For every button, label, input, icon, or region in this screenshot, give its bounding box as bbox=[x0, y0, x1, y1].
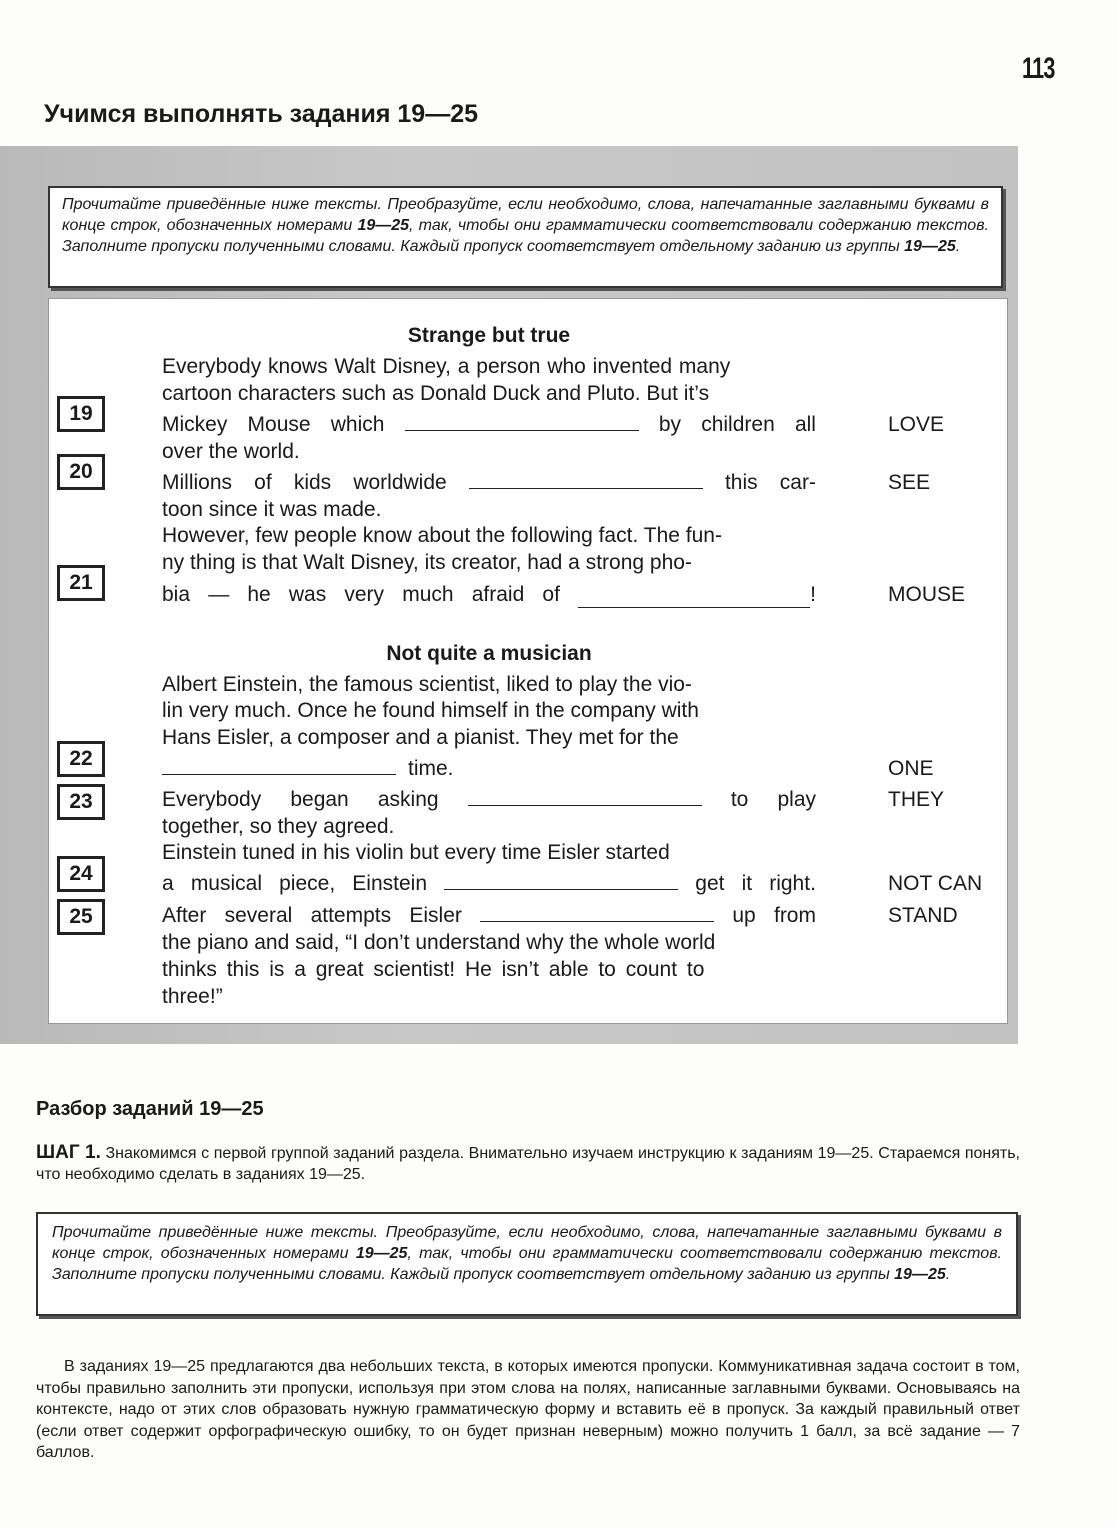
instruction-box-bottom bbox=[36, 1212, 1018, 1316]
keyword-19: LOVE bbox=[888, 413, 945, 436]
text-line: cartoon characters such as Donald Duck and Pluto. But it’s bbox=[162, 382, 710, 405]
text-line: Einstein tuned in his violin but every time Eisler started bbox=[162, 841, 670, 864]
word: by bbox=[658, 413, 682, 436]
text-line-task-24 bbox=[162, 871, 816, 897]
word: worldwide bbox=[353, 471, 447, 494]
text-line-task-25 bbox=[162, 903, 816, 929]
instruction-part-3: . bbox=[945, 1266, 951, 1283]
text-line-task-22 bbox=[162, 756, 816, 782]
word: several bbox=[224, 904, 293, 927]
keyword-20: SEE bbox=[888, 471, 931, 494]
word: a bbox=[162, 872, 174, 895]
keyword-24: NOT CAN bbox=[888, 872, 983, 895]
word: kids bbox=[293, 471, 332, 494]
text-line: However, few people know about the following fact. The fun- bbox=[162, 524, 722, 547]
task-number-22: 22 bbox=[57, 741, 105, 777]
step-label: ШАГ 1. bbox=[36, 1142, 101, 1163]
word: time. bbox=[408, 757, 454, 780]
text-line-task-23 bbox=[162, 787, 816, 813]
word: it bbox=[741, 872, 753, 895]
text-line: thinks this is a great scientist! He isn’t able to count to bbox=[162, 958, 705, 981]
text-line: Albert Einstein, the famous scientist, liked to play the vio- bbox=[162, 673, 692, 696]
word: piece, bbox=[279, 872, 336, 895]
section-heading: Разбор заданий 19—25 bbox=[36, 1098, 264, 1120]
word: Einstein bbox=[352, 872, 428, 895]
word: from bbox=[773, 904, 816, 927]
task-number-23: 23 bbox=[57, 784, 105, 820]
text-line: ny thing is that Walt Disney, its creator, had a strong pho- bbox=[162, 551, 692, 574]
word: children bbox=[701, 413, 775, 436]
text-line: together, so they agreed. bbox=[162, 815, 395, 838]
word: — bbox=[208, 583, 230, 606]
word: asking bbox=[377, 788, 439, 811]
word: very bbox=[344, 583, 385, 606]
answer-blank-20[interactable] bbox=[469, 470, 703, 489]
text-line-task-19 bbox=[162, 412, 816, 438]
word: bia bbox=[162, 583, 191, 606]
text-line: Everybody knows Walt Disney, a person who invented many bbox=[162, 355, 731, 378]
word: After bbox=[162, 904, 207, 927]
task-number-20: 20 bbox=[57, 454, 105, 490]
word: Mickey bbox=[162, 413, 228, 436]
word: much bbox=[402, 583, 454, 606]
instruction-part-2: , так, чтобы они грамматически соответствовали содержанию текстов. Заполните пропуски полученными словами. Каждый пропуск соответствует отдельному заданию из группы bbox=[62, 217, 989, 255]
text-line: the piano and said, “I don’t understand why the whole world bbox=[162, 931, 716, 954]
instruction-numbers-2: 19—25 bbox=[894, 1266, 946, 1283]
instruction-part-2: , так, чтобы они грамматически соответствовали содержанию текстов. Заполните пропуски полученными словами. Каждый пропуск соответствует отдельному заданию из группы bbox=[52, 1245, 1002, 1283]
text-line: three!” bbox=[162, 985, 223, 1008]
keyword-22: ONE bbox=[888, 757, 934, 780]
answer-blank-25[interactable] bbox=[480, 903, 714, 922]
word: car- bbox=[779, 471, 816, 494]
word: which bbox=[330, 413, 385, 436]
answer-blank-22[interactable] bbox=[162, 756, 396, 775]
task-number-24: 24 bbox=[57, 856, 105, 892]
answer-blank-21[interactable] bbox=[578, 589, 810, 608]
text-title-not-quite-a-musician: Not quite a musician bbox=[386, 642, 592, 665]
instruction-box-top bbox=[48, 186, 1003, 288]
word: to bbox=[730, 788, 749, 811]
text-line: Hans Eisler, a composer and a pianist. They met for the bbox=[162, 726, 679, 749]
task-number-19: 19 bbox=[57, 396, 105, 432]
instruction-part-1: Прочитайте приведённые ниже тексты. Преобразуйте, если необходимо, слова, напечатанные заглавными буквами в конце строк, обозначенных номерами bbox=[52, 1224, 1002, 1262]
word: of bbox=[254, 471, 272, 494]
instruction-part-3: . bbox=[955, 238, 961, 255]
word: ! bbox=[810, 583, 816, 606]
word: afraid bbox=[471, 583, 525, 606]
keyword-25: STAND bbox=[888, 904, 958, 927]
word: up bbox=[732, 904, 756, 927]
task-number-25: 25 bbox=[57, 899, 105, 935]
page-number: 113 bbox=[1022, 52, 1055, 85]
word: Eisler bbox=[409, 904, 462, 927]
word: Mouse bbox=[247, 413, 311, 436]
step-1 bbox=[36, 1142, 1020, 1185]
blank-with-exclamation bbox=[578, 582, 816, 608]
keyword-21: MOUSE bbox=[888, 583, 966, 606]
text-line: lin very much. Once he found himself in the company with bbox=[162, 699, 699, 722]
analysis-paragraph: В заданиях 19—25 предлагаются два небольших текста, в которых имеются пропуски. Коммуникативная задача состоит в том, чтобы правильно заполнить эти пропуски, используя при этом слова на полях, написанные заглавными буквами. Основываясь на контексте, надо от этих слов образовать нужную грамматическую форму и вставить её в пропуск. За каждый правильный ответ (если ответ содержит орфографическую ошибку, то он будет признан неверным) можно получить 1 балл, за всё задание — 7 баллов. bbox=[36, 1358, 1020, 1461]
text-line-task-20 bbox=[162, 470, 816, 496]
word: this bbox=[724, 471, 758, 494]
word: Everybody bbox=[162, 788, 262, 811]
answer-blank-24[interactable] bbox=[444, 871, 678, 890]
instruction-numbers-2: 19—25 bbox=[904, 238, 956, 255]
keyword-23: THEY bbox=[888, 788, 945, 811]
page-title: Учимся выполнять задания 19—25 bbox=[44, 100, 479, 128]
word: began bbox=[290, 788, 349, 811]
step-text: Знакомимся с первой группой заданий раздела. Внимательно изучаем инструкцию к заданиям 19—25. Стараемся понять, что необходимо сделать в заданиях 19—25. bbox=[36, 1145, 1021, 1183]
word: right. bbox=[769, 872, 816, 895]
instruction-part-1: Прочитайте приведённые ниже тексты. Преобразуйте, если необходимо, слова, напечатанные заглавными буквами в конце строк, обозначенных номерами bbox=[62, 196, 989, 234]
word: musical bbox=[190, 872, 262, 895]
word: was bbox=[288, 583, 327, 606]
text-line: over the world. bbox=[162, 440, 300, 463]
task-number-21: 21 bbox=[57, 565, 105, 601]
word: get bbox=[695, 872, 725, 895]
text-line: toon since it was made. bbox=[162, 498, 382, 521]
instruction-numbers-1: 19—25 bbox=[355, 1245, 408, 1262]
word: he bbox=[247, 583, 271, 606]
word: play bbox=[777, 788, 816, 811]
word: attempts bbox=[310, 904, 392, 927]
word: Millions bbox=[162, 471, 233, 494]
answer-blank-23[interactable] bbox=[468, 787, 702, 806]
word: all bbox=[794, 413, 816, 436]
instruction-numbers-1: 19—25 bbox=[357, 217, 410, 234]
answer-blank-19[interactable] bbox=[405, 412, 639, 431]
text-line-task-21 bbox=[162, 582, 816, 608]
text-title-strange-but-true: Strange but true bbox=[407, 324, 571, 347]
word: of bbox=[542, 583, 560, 606]
